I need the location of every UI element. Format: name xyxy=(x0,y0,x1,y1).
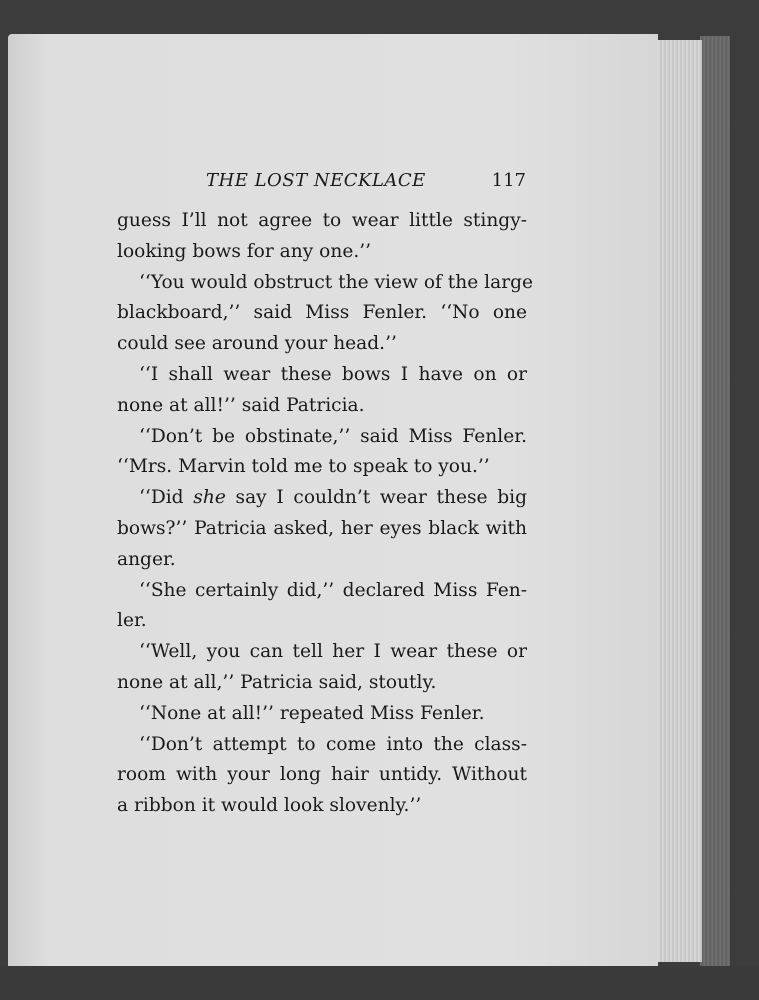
text-line: ‘‘Don’t be obstinate,’’ said Miss Fenler. xyxy=(139,425,527,447)
text-line: ‘‘She certainly did,’’ declared Miss Fen- xyxy=(139,579,527,601)
text-line: blackboard,’’ said Miss Fenler. ‘‘No one xyxy=(117,302,527,324)
text-line: ‘‘Mrs. Marvin told me to speak to you.’’ xyxy=(117,456,490,478)
text-line: none at all!’’ said Patricia. xyxy=(117,394,365,416)
text-line: anger. xyxy=(117,548,176,570)
text-line: ‘‘I shall wear these bows I have on or xyxy=(139,363,527,385)
text-line: ler. xyxy=(117,610,147,632)
text-line: ‘‘You would obstruct the view of the large xyxy=(139,271,533,293)
text-line: ‘‘Did she say I couldn’t wear these big xyxy=(139,487,527,509)
text-line: ‘‘Well, you can tell her I wear these or xyxy=(139,641,527,663)
text-line: bows?’’ Patricia asked, her eyes black with xyxy=(117,517,527,539)
text-line: could see around your head.’’ xyxy=(117,333,397,355)
text-line: ‘‘None at all!’’ repeated Miss Fenler. xyxy=(139,702,485,724)
text-line: room with your long hair untidy. Without xyxy=(117,764,527,786)
text-line: ‘‘Don’t attempt to come into the class- xyxy=(139,733,527,755)
book-cover-edge xyxy=(700,36,730,966)
page-header xyxy=(206,170,526,198)
body-text xyxy=(117,206,533,822)
text-line: a ribbon it would look slovenly.’’ xyxy=(117,795,422,817)
text-line: none at all,’’ Patricia said, stoutly. xyxy=(117,671,437,693)
text-line: guess I’ll not agree to wear little stingy- xyxy=(117,210,527,231)
page-number: 117 xyxy=(491,170,526,191)
text-line: looking bows for any one.’’ xyxy=(117,240,372,262)
scan-background xyxy=(0,966,759,1000)
running-title: THE LOST NECKLACE xyxy=(206,170,426,191)
page-edges xyxy=(652,40,702,962)
